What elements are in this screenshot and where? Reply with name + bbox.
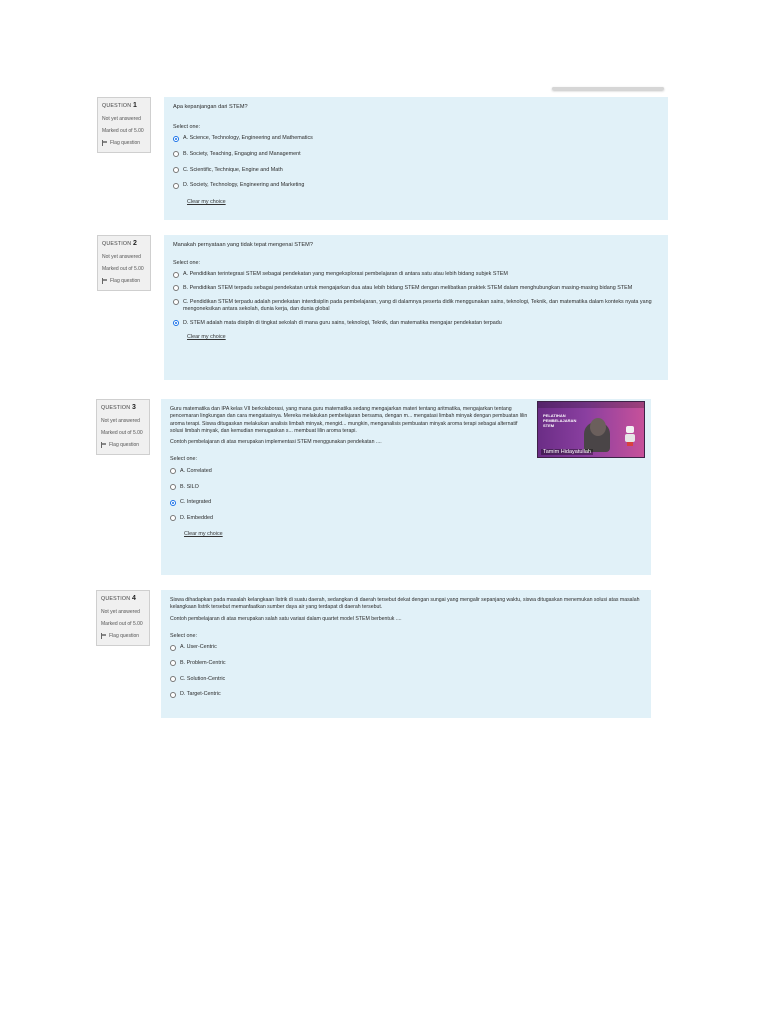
select-one-label: Select one: bbox=[173, 123, 200, 130]
question-text: Apa kepanjangan dari STEM? bbox=[173, 104, 248, 110]
answer-option-c[interactable]: C. Solution-Centric bbox=[170, 676, 642, 684]
question-marks: Marked out of 5.00 bbox=[102, 266, 144, 272]
radio-button[interactable] bbox=[173, 285, 179, 291]
question-number: QUESTION 3 bbox=[101, 404, 137, 411]
radio-button[interactable] bbox=[170, 692, 176, 698]
radio-button[interactable] bbox=[173, 167, 179, 173]
answer-option-a[interactable]: A. Correlated bbox=[170, 468, 642, 476]
radio-button[interactable] bbox=[170, 468, 176, 474]
radio-button[interactable] bbox=[173, 320, 179, 326]
answer-option-c[interactable]: C. Scientific, Technique, Engine and Math bbox=[173, 167, 659, 175]
answer-option-b[interactable]: B. SILO bbox=[170, 484, 642, 492]
flag-icon bbox=[101, 442, 106, 448]
answer-option-d[interactable]: D. Society, Technology, Engineering and Marketing bbox=[173, 182, 659, 190]
flag-icon bbox=[102, 140, 107, 146]
question-info-1 bbox=[97, 97, 151, 153]
question-status: Not yet answered bbox=[101, 417, 140, 424]
training-logo: PELATIHAN PEMBELAJARAN STEM bbox=[543, 413, 577, 428]
question-marks: Marked out of 5.00 bbox=[101, 430, 143, 436]
answer-option-a[interactable]: A. Pendidikan terintegrasi STEM sebagai pendekatan yang mengeksplorasi pembelajaran di antara satu atau lebih bidang subjek STEM bbox=[173, 271, 659, 279]
answer-option-d[interactable]: D. Target-Centric bbox=[170, 691, 642, 699]
radio-button[interactable] bbox=[173, 299, 179, 305]
question-info-4 bbox=[96, 590, 150, 646]
answer-option-d[interactable]: D. Embedded bbox=[170, 515, 642, 523]
clear-choice-link[interactable]: Clear my choice bbox=[187, 198, 226, 205]
flag-question-button[interactable]: Flag question bbox=[102, 278, 146, 284]
select-one-label: Select one: bbox=[173, 259, 200, 266]
answer-option-c[interactable]: C. Integrated bbox=[170, 499, 642, 507]
question-info-3 bbox=[96, 399, 150, 455]
question-marks: Marked out of 5.00 bbox=[102, 128, 144, 134]
answer-option-b[interactable]: B. Pendidikan STEM terpadu sebagai pendekatan untuk mengajarkan dua atau lebih bidang STEM dengan melibatkan praktek STEM dalam menghubungkan masing-masing bidang STEM bbox=[173, 285, 659, 293]
video-top-bar bbox=[538, 402, 644, 408]
clear-choice-link[interactable]: Clear my choice bbox=[187, 334, 226, 341]
answer-option-c[interactable]: C. Pendidikan STEM terpadu adalah pendekatan interdisiplin pada pembelajaran, yang di dalamnya peserta didik menggunakan sains, teknologi, Teknik, dan matematika dalam konteks nyata yang mengoneksikan antara sekolah, dunia kerja, dan dunia global bbox=[173, 299, 659, 314]
radio-button[interactable] bbox=[173, 136, 179, 142]
question-number: QUESTION 4 bbox=[101, 595, 137, 602]
radio-button[interactable] bbox=[170, 660, 176, 666]
question-prompt: Contoh pembelajaran di atas merupakan salah satu variasi dalam quartet model STEM berbentuk .... bbox=[170, 615, 402, 622]
flag-icon bbox=[101, 633, 106, 639]
radio-button[interactable] bbox=[170, 484, 176, 490]
clear-choice-link[interactable]: Clear my choice bbox=[184, 531, 223, 538]
question-box-4 bbox=[161, 590, 651, 718]
video-call-thumbnail[interactable] bbox=[537, 401, 645, 458]
answer-option-b[interactable]: B. Society, Teaching, Engaging and Management bbox=[173, 151, 659, 159]
question-text: Siswa dihadapkan pada masalah kelangkaan listrik di suatu daerah, sedangkan di daerah tersebut dekat dengan sungai yang mengalir sepanjang waktu, siswa ditugaskan menemukan solusi atas masalah kelangkaan listrik tersebut memanfaatkan sumber daya air yang terdapat di daerah tersebut. bbox=[170, 597, 640, 611]
answer-option-a[interactable]: A. Science, Technology, Engineering and Mathematics bbox=[173, 135, 659, 143]
radio-button[interactable] bbox=[173, 183, 179, 189]
flag-question-button[interactable]: Flag question bbox=[101, 633, 145, 639]
robot-mascot-icon bbox=[624, 426, 636, 446]
answer-option-d[interactable]: D. STEM adalah mata disiplin di tingkat sekolah di mana guru sains, teknologi, Teknik, dan matematika mengajar pendekatan terpadu bbox=[173, 320, 659, 328]
radio-button[interactable] bbox=[173, 272, 179, 278]
question-text: Guru matematika dan IPA kelas VII berkolaborasi, yang mana guru matematika sedang mengajarkan materi tentang aritmatika, mengajarkan tentang pencemaran lingkungan dan cara mengatasinya. Mereka melakukan pembelajaran bersama, dengan m... mengatasi limbah minyak dengan pembuatan lilin aroma terapi. Siswa ditugaskan melakukan analisis limbah minyak, mengid... mungkin, menganalisis pembuatan minyak aroma terapi sebagai alternatif solusi limbah minyak, dan kemudian menugaskan s... membuat lilin aroma terapi. bbox=[170, 406, 528, 434]
flag-question-button[interactable]: Flag question bbox=[102, 140, 146, 146]
question-info-2 bbox=[97, 235, 151, 291]
flag-icon bbox=[102, 278, 107, 284]
question-number: QUESTION 1 bbox=[102, 102, 138, 109]
flag-question-button[interactable]: Flag question bbox=[101, 442, 145, 448]
question-status: Not yet answered bbox=[102, 115, 141, 122]
radio-button[interactable] bbox=[170, 515, 176, 521]
radio-button[interactable] bbox=[173, 151, 179, 157]
top-divider bbox=[552, 87, 664, 90]
question-text: Manakah pernyataan yang tidak tepat mengenai STEM? bbox=[173, 242, 313, 248]
question-prompt: Contoh pembelajaran di atas merupakan implementasi STEM menggunakan pendekatan .... bbox=[170, 439, 382, 446]
radio-button[interactable] bbox=[170, 500, 176, 506]
speaker-name: Tamim Hidayatullah bbox=[543, 449, 591, 455]
question-number: QUESTION 2 bbox=[102, 240, 138, 247]
question-box-1 bbox=[164, 97, 668, 220]
question-box-2 bbox=[164, 235, 668, 380]
select-one-label: Select one: bbox=[170, 632, 197, 639]
question-marks: Marked out of 5.00 bbox=[101, 621, 143, 627]
radio-button[interactable] bbox=[170, 676, 176, 682]
answer-option-b[interactable]: B. Problem-Centric bbox=[170, 660, 642, 668]
radio-button[interactable] bbox=[170, 645, 176, 651]
speaker-face bbox=[590, 418, 606, 436]
question-status: Not yet answered bbox=[101, 608, 140, 615]
answer-option-a[interactable]: A. User-Centric bbox=[170, 644, 642, 652]
select-one-label: Select one: bbox=[170, 456, 197, 463]
question-status: Not yet answered bbox=[102, 253, 141, 260]
